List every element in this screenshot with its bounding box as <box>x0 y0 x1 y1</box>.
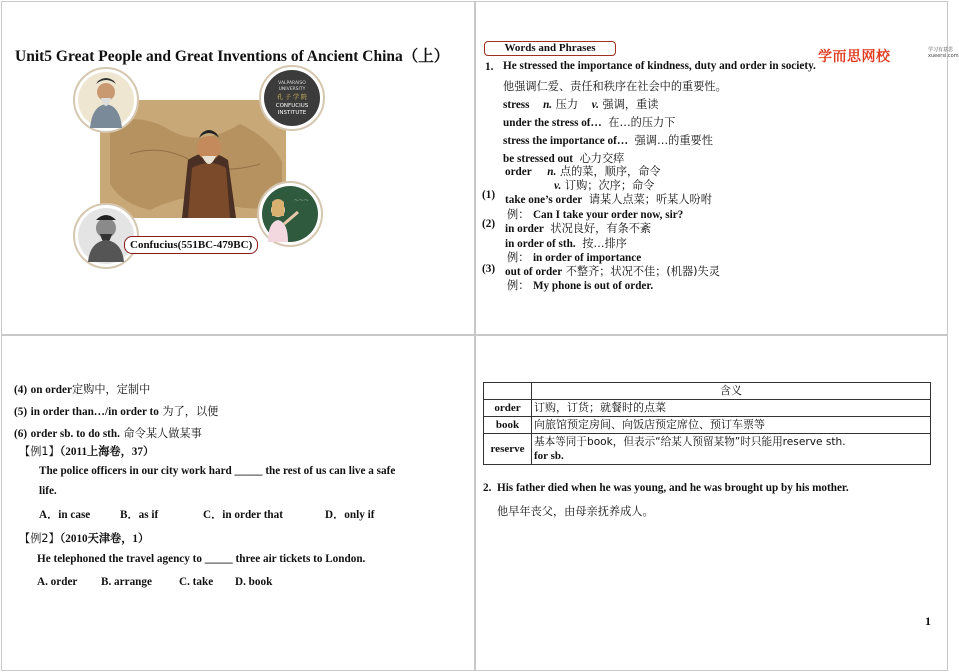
slide-title: Unit5 Great People and Great Inventions of Ancient China（上） <box>15 48 450 65</box>
table-header-cell <box>484 383 532 400</box>
example-out-of-order: 例： My phone is out of order. <box>507 279 654 292</box>
sub-number: (3) <box>482 263 496 275</box>
example-2-question: He telephoned the travel agency to _____ three air tickets to London. <box>37 553 366 565</box>
example-1-question-cont: life. <box>39 485 57 497</box>
svg-text:INSTITUTE: INSTITUTE <box>277 110 307 116</box>
example-2-option-a: A. order <box>37 576 78 588</box>
example-1-option-d: D．only if <box>325 509 375 521</box>
svg-text:CONFUCIUS: CONFUCIUS <box>275 103 309 109</box>
svg-text:VALPARAISO: VALPARAISO <box>278 81 306 86</box>
phrase-order-sb: (6) order sb. to do sth. 命令某人做某事 <box>14 427 202 440</box>
phrase-in-order-to: (5) in order than…/in order to 为了，以便 <box>14 405 219 418</box>
example-2-option-d: D. book <box>235 576 273 588</box>
example-1-option-a: A．in case <box>39 509 91 521</box>
portrait-top-left <box>74 68 138 132</box>
sub-number: (1) <box>482 189 496 201</box>
item-number: 1. <box>485 61 494 73</box>
vocab-order-noun: order n. 点的菜，顺序，命令 <box>505 165 661 178</box>
table-meaning-cell: 向旅馆预定房间、向饭店预定席位、预订车票等 <box>532 417 931 434</box>
phrase-take-order: take one’s order 请某人点菜；听某人吩咐 <box>505 193 712 206</box>
confucius-institute-badge <box>260 66 324 130</box>
vocab-order-verb: v. 订购；次序；命令 <box>554 179 655 192</box>
example-1-option-b: B．as if <box>120 509 159 521</box>
words-phrases-panel-1 <box>475 1 959 335</box>
example-1-heading: 【例1】（2011上海卷，37） <box>19 445 155 458</box>
svg-text:孔 子 学 院: 孔 子 学 院 <box>277 94 307 101</box>
classroom-circle <box>258 182 322 246</box>
sentence-en: He stressed the importance of kindness, duty and order in society. <box>503 60 816 72</box>
table-row <box>484 400 931 417</box>
slide-title-panel <box>1 1 475 335</box>
example-1-question: The police officers in our city work hard _____ the rest of us can live a safe <box>39 465 396 477</box>
phrase-stress-importance: stress the importance of… 强调…的重要性 <box>503 134 713 147</box>
table-meaning-cell: 订购，订货；就餐时的点菜 <box>532 400 931 417</box>
svg-text:〜〜〜: 〜〜〜 <box>294 198 310 204</box>
section-tab-words-phrases: Words and Phrases <box>484 41 616 56</box>
table-row <box>484 417 931 434</box>
phrase-out-of-order: out of order 不整齐；状况不佳；(机器)失灵 <box>505 265 720 278</box>
table-row <box>484 434 931 465</box>
item-number: 2. <box>483 482 492 494</box>
phrase-in-order: in order 状况良好，有条不紊 <box>505 222 652 235</box>
logo-side-text: 学习有意思 xueersi.com <box>928 47 959 59</box>
example-take-order: 例： Can I take your order now, sir? <box>507 208 684 221</box>
sentence-cn: 他强调仁爱、责任和秩序在社会中的重要性。 <box>503 80 727 93</box>
example-in-order-of: 例： in order of importance <box>507 251 642 264</box>
phrase-stressed-out: be stressed out 心力交瘁 <box>503 152 625 165</box>
table-word-cell: book <box>484 417 532 434</box>
word-meaning-table <box>483 382 931 465</box>
table-meaning-cell: 基本等同于book，但表示“给某人预留某物”时只能用reserve sth. for sb. <box>532 434 931 465</box>
example-2-option-c: C. take <box>179 576 214 588</box>
vocab-stress: stress n. 压力 v. 强调，重读 <box>503 98 659 111</box>
table-word-cell: reserve <box>484 434 532 465</box>
words-phrases-panel-3 <box>475 335 948 671</box>
confucius-caption: Confucius(551BC-479BC) <box>124 236 258 254</box>
xueersi-logo <box>818 46 959 66</box>
phrase-under-stress: under the stress of… 在…的压力下 <box>503 116 676 129</box>
phrase-in-order-of: in order of sth. 按…排序 <box>505 237 627 250</box>
example-1-option-c: C．in order that <box>203 509 283 521</box>
table-header-cell: 含义 <box>532 383 931 400</box>
words-phrases-panel-2 <box>1 335 475 671</box>
sentence-en: His father died when he was young, and he was brought up by his mother. <box>497 482 849 494</box>
svg-text:UNIVERSITY: UNIVERSITY <box>278 87 306 92</box>
page-number: 1 <box>925 614 931 628</box>
example-2-option-b: B. arrange <box>101 576 152 588</box>
table-header-row <box>484 383 931 400</box>
phrase-on-order: (4) on order定购中，定制中 <box>14 383 151 396</box>
table-word-cell: order <box>484 400 532 417</box>
example-2-heading: 【例2】（2010天津卷，1） <box>19 532 150 545</box>
sentence-cn: 他早年丧父，由母亲抚养成人。 <box>497 505 654 518</box>
sub-number: (2) <box>482 218 496 230</box>
logo-text: 学而思网校 <box>818 49 891 65</box>
